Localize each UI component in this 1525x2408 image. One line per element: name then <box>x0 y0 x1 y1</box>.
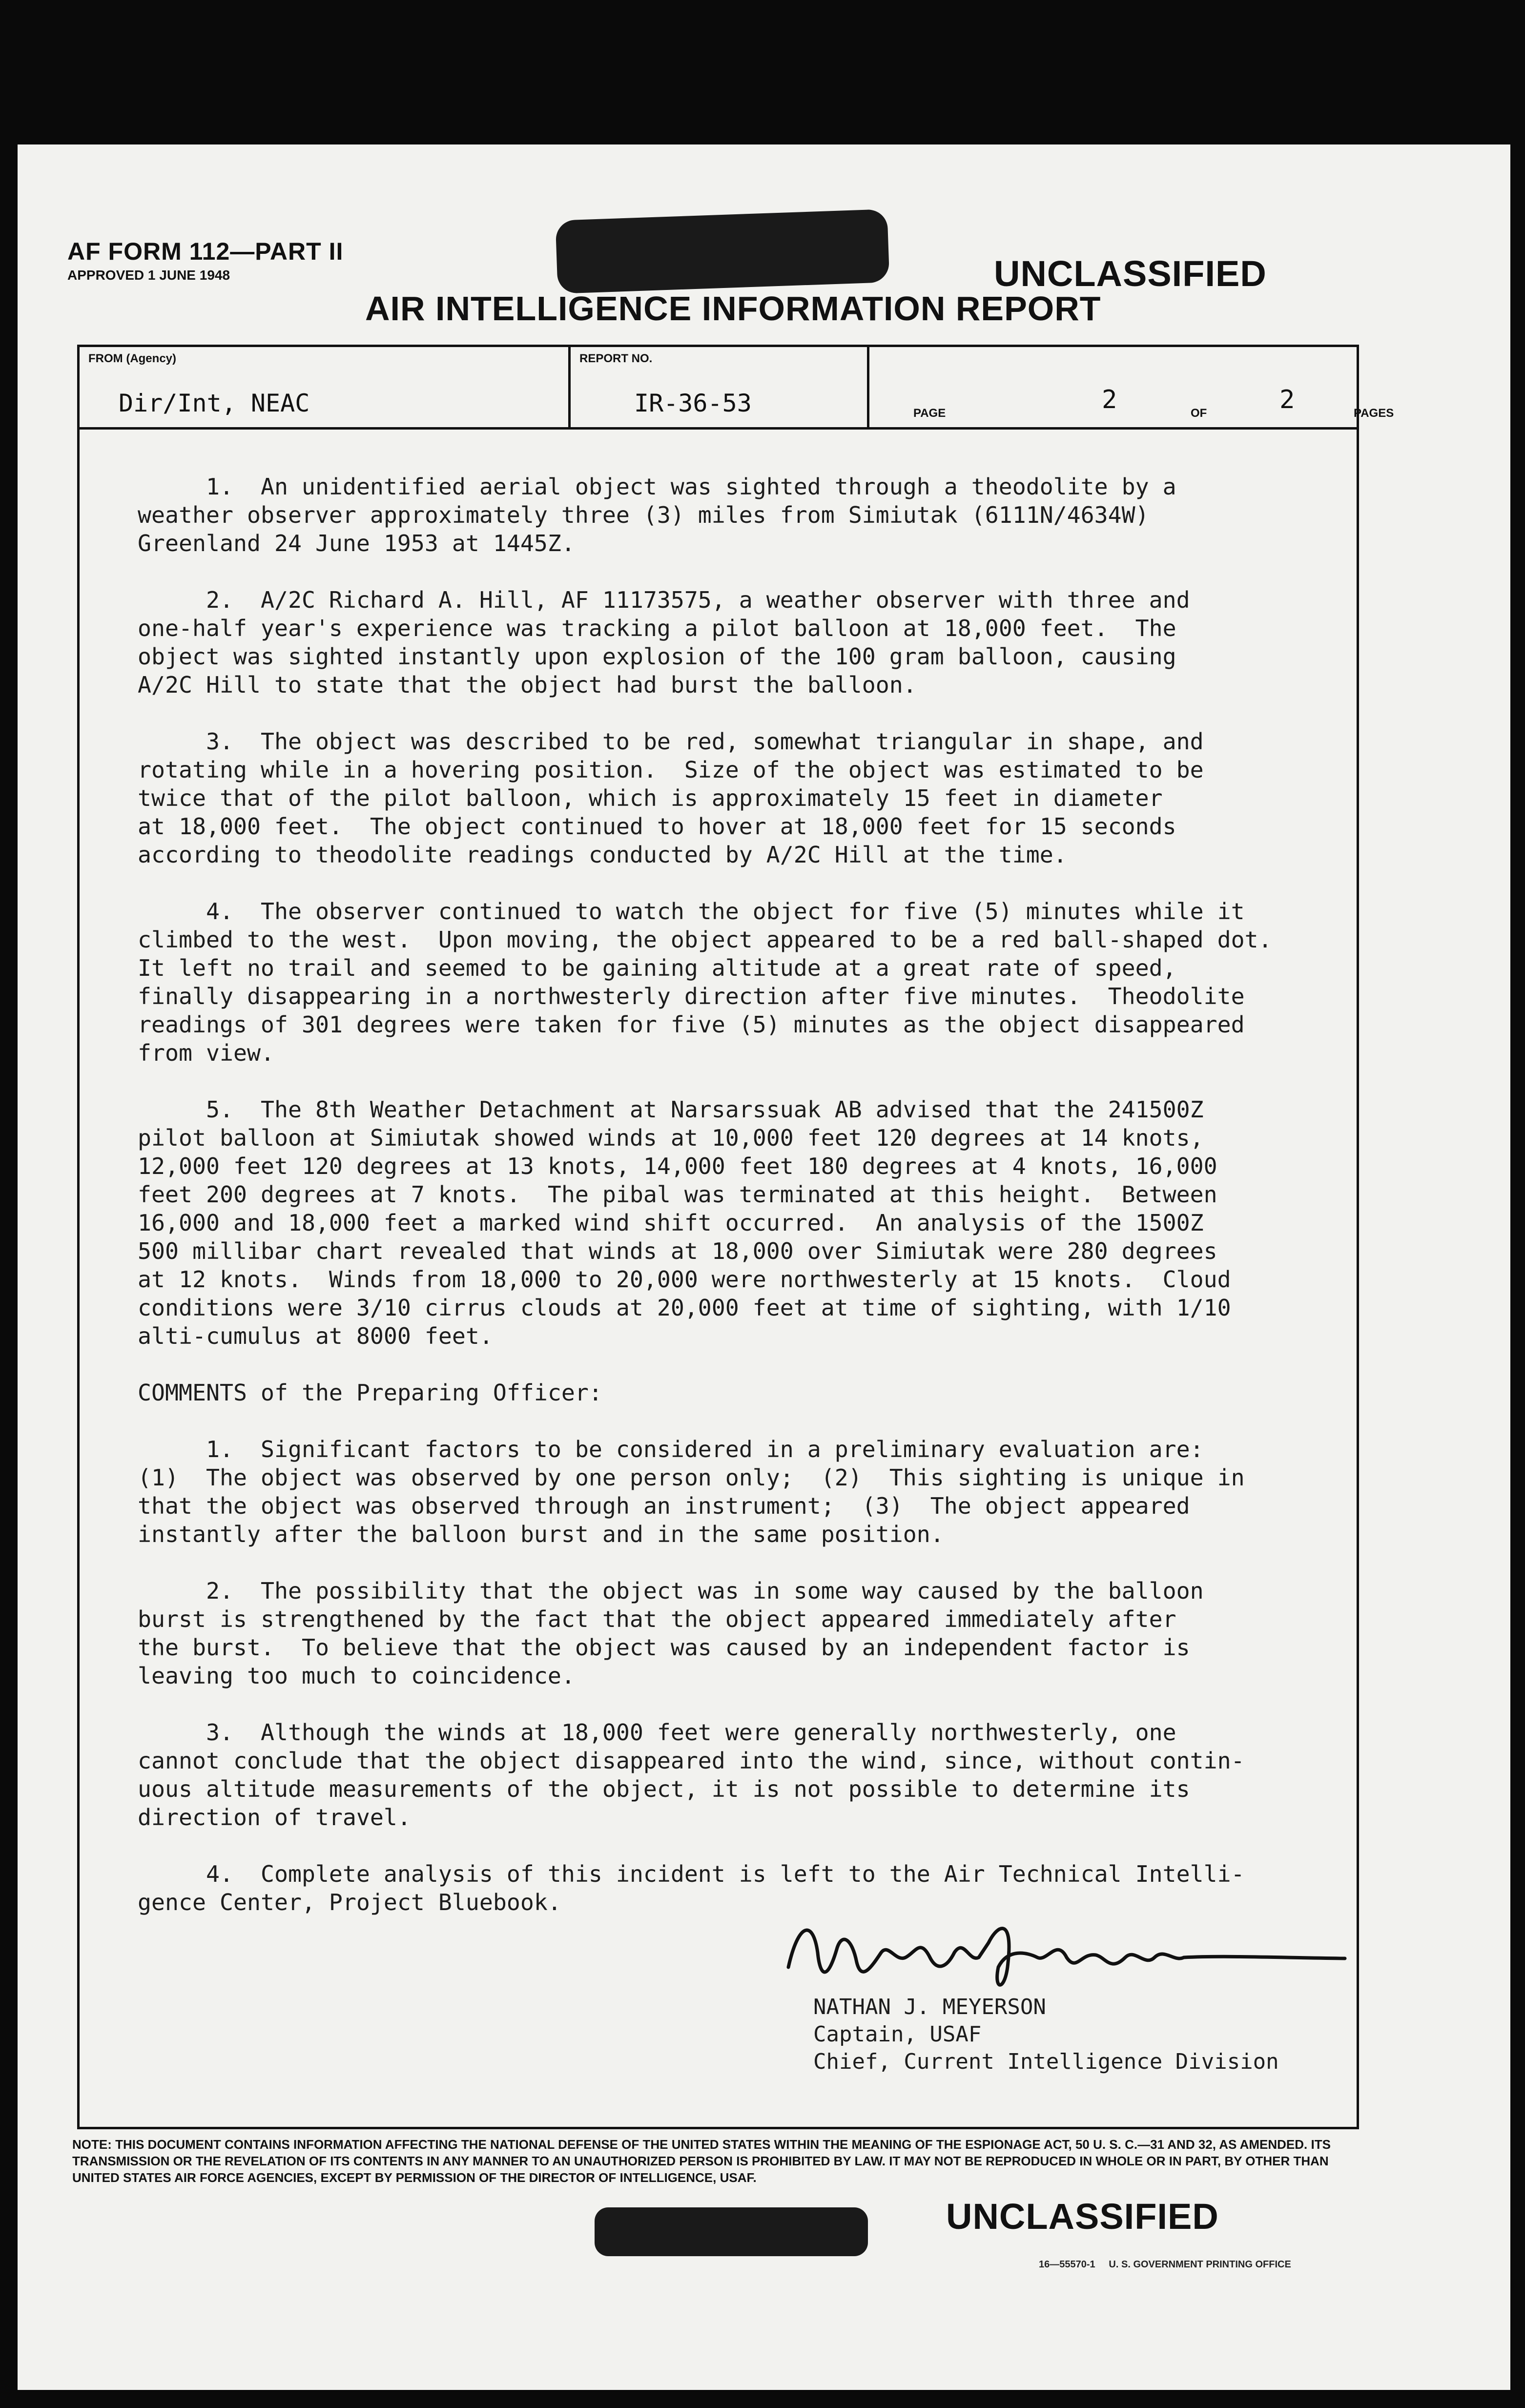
of-label: OF <box>1191 407 1207 420</box>
report-body <box>138 473 1348 1916</box>
form-identifier <box>67 237 343 283</box>
redaction-mark-bottom <box>595 2207 868 2256</box>
comment-1: 1. Significant factors to be considered in a preliminary evaluation are: (1) The object was observed by one person only; (2) This sighting is unique in that the object was observed through an instrument; (3) The object appeared instantly after the balloon burst and in the same position. <box>138 1436 1245 1547</box>
signature-block <box>813 1994 1279 2076</box>
paragraph-4: 4. The observer continued to watch the object for five (5) minutes while it climbed to the west. Upon moving, the object appeared to be a red ball-shaped dot. It left no trail and seemed to be gaining altitude at a great rate of speed, finally disappearing in a northwesterly direction after five minutes. Theodolite readings of 301 degrees were taken for five (5) minutes as the object disappeared from view. <box>138 898 1272 1066</box>
report-title: AIR INTELLIGENCE INFORMATION REPORT <box>365 289 1101 328</box>
pages-label: PAGES <box>1354 407 1394 420</box>
redaction-mark-top <box>556 209 890 294</box>
form-number: AF FORM 112—PART II <box>67 238 344 265</box>
from-cell <box>80 347 571 427</box>
report-number-value: IR-36-53 <box>634 389 752 417</box>
comment-2: 2. The possibility that the object was in some way caused by the balloon burst is strengthened by the fact that the object appeared immediately after the burst. To believe that the object was caused by an independent factor is leaving too much to coincidence. <box>138 1578 1204 1689</box>
report-number-cell <box>571 347 869 427</box>
classification-stamp-bottom: UNCLASSIFIED <box>946 2196 1219 2237</box>
page-total: 2 <box>1279 385 1295 414</box>
signer-name: NATHAN J. MEYERSON <box>813 1995 1046 2019</box>
comment-4: 4. Complete analysis of this incident is left to the Air Technical Intelli- gence Center, Project Bluebook. <box>138 1861 1245 1915</box>
comments-heading: COMMENTS of the Preparing Officer: <box>138 1379 602 1406</box>
handwritten-signature <box>783 1909 1350 1996</box>
from-value: Dir/Int, NEAC <box>119 389 310 417</box>
report-number-label: REPORT NO. <box>579 352 653 365</box>
signer-rank: Captain, USAF <box>813 2022 982 2047</box>
page-number: 2 <box>1102 385 1117 414</box>
signer-title: Chief, Current Intelligence Division <box>813 2049 1279 2074</box>
comment-3: 3. Although the winds at 18,000 feet were generally northwesterly, one cannot conclude that the object disappeared into the wind, since, without contin- uous altitude measurements of the object, it is not possible to determine its direction of travel. <box>138 1719 1245 1831</box>
form-approved-date: APPROVED 1 JUNE 1948 <box>67 268 230 283</box>
from-label: FROM (Agency) <box>88 352 176 365</box>
paragraph-3: 3. The object was described to be red, somewhat triangular in shape, and rotating while in a hovering position. Size of the object was estimated to be twice that of the pilot balloon, which is approximately 15 feet in diameter at 18,000 feet. The object continued to hover at 18,000 feet for 15 seconds according to theodolite readings conducted by A/2C Hill at the time. <box>138 728 1204 868</box>
paragraph-2: 2. A/2C Richard A. Hill, AF 11173575, a weather observer with three and one-half year's experience was tracking a pilot balloon at 18,000 feet. The object was sighted instantly upon explosion of the 100 gram balloon, causing A/2C Hill to state that the object had burst the balloon. <box>138 587 1190 698</box>
classification-stamp-top: UNCLASSIFIED <box>994 253 1267 294</box>
page-label: PAGE <box>913 407 946 420</box>
paragraph-1: 1. An unidentified aerial object was sighted through a theodolite by a weather observer approximately three (3) miles from Simiutak (6111N/4634W) Greenland 24 June 1953 at 1445Z. <box>138 473 1176 556</box>
printing-office-code: 16—55570-1 U. S. GOVERNMENT PRINTING OFFICE <box>1039 2259 1291 2270</box>
espionage-act-note: NOTE: THIS DOCUMENT CONTAINS INFORMATION AFFECTING THE NATIONAL DEFENSE OF THE UNITED STATES WITHIN THE MEANING OF THE ESPIONAGE ACT, 50 U. S. C.—31 AND 32, AS AMENDED. ITS TRANSMISSION OR THE REVELATION OF ITS CONTENTS IN ANY MANNER TO AN UNAUTHORIZED PERSON IS PROHIBITED BY LAW. IT MAY NOT BE REPRODUCED IN WHOLE OR IN PART, BY OTHER THAN UNITED STATES AIR FORCE AGENCIES, EXCEPT BY PERMISSION OF THE DIRECTOR OF INTELLIGENCE, USAF. <box>72 2137 1331 2185</box>
page-cell <box>869 347 1394 427</box>
paragraph-5: 5. The 8th Weather Detachment at Narsarssuak AB advised that the 241500Z pilot balloon at Simiutak showed winds at 10,000 feet 120 degrees at 14 knots, 12,000 feet 120 degrees at 13 knots, 14,000 feet 180 degrees at 4 knots, 16,000 feet 200 degrees at 7 knots. The pibal was terminated at this height. Between 16,000 and 18,000 feet a marked wind shift occurred. An analysis of the 1500Z 500 millibar chart revealed that winds at 18,000 over Simiutak were 280 degrees at 12 knots. Winds from 18,000 to 20,000 were northwesterly at 15 knots. Cloud conditions were 3/10 cirrus clouds at 20,000 feet at time of sighting, with 1/10 alti-cumulus at 8000 feet. <box>138 1096 1231 1349</box>
report-header-table <box>77 345 1394 430</box>
